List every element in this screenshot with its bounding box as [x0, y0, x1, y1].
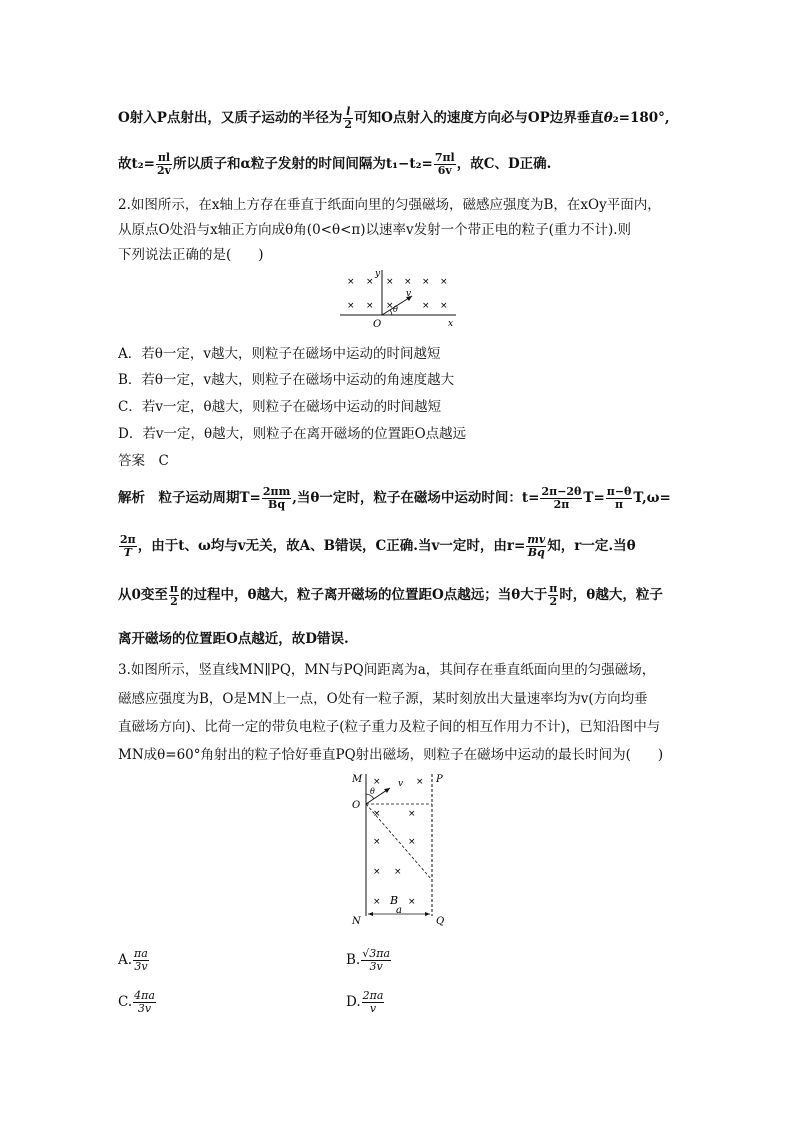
- label-v: v: [398, 779, 404, 789]
- x-label: x: [448, 319, 454, 329]
- cross-mark: ×: [386, 301, 394, 311]
- q2-stem-line2: 从原点O处沿与x轴正方向成θ角(0<θ<π)以速率v发射一个带正电的粒子(重力不计).则: [118, 222, 632, 238]
- cross-mark: ×: [373, 777, 381, 787]
- fraction: $\frac{\pi}{2}$: [549, 582, 558, 608]
- theta-label: θ: [393, 305, 398, 314]
- cross-mark: ×: [373, 897, 381, 907]
- fraction: $\frac{2\pi}{T}$: [120, 533, 136, 559]
- q2-option-b: B．若θ一定，v越大，则粒子在磁场中运动的角速度越大: [118, 372, 455, 388]
- distance-arrowhead-right: [425, 912, 430, 916]
- fraction: $\frac{√3\pi a}{3v}$: [362, 947, 391, 973]
- fraction: $\frac{2\pi a}{v}$: [362, 989, 384, 1015]
- q2-analysis-line1: 解析 粒子运动周期T= $\frac{2\pi m}{Bq}$ ,当θ一定时，粒子在磁场中运动时间：t= $\frac{2\pi-2\theta}{2\pi}$ T= $\frac{\pi-\theta}{\pi}$ T,ω=: [118, 485, 671, 511]
- q2-answer: 答案 C: [118, 453, 169, 469]
- fraction: $\frac{\pi l}{2v}$: [156, 151, 172, 177]
- q2-stem-line3: 下列说法正确的是( ): [118, 247, 264, 263]
- cross-mark: ×: [404, 277, 412, 287]
- cross-mark: ×: [347, 277, 355, 287]
- distance-arrowhead-left: [368, 912, 373, 916]
- cross-mark: ×: [422, 301, 430, 311]
- para1-line2: 故t₂= $\frac{\pi l}{2v}$ 所以质子和α粒子发射的时间间隔为t₁−t₂= $\frac{7\pi l}{6v}$ ，故C、D正确.: [118, 151, 552, 177]
- cross-mark: ×: [394, 867, 402, 877]
- label-theta: θ: [370, 787, 375, 796]
- cross-mark: ×: [440, 277, 448, 287]
- q2-analysis-line4: 离开磁场的位置距O点越近，故D错误.: [118, 631, 349, 647]
- cross-mark: ×: [440, 301, 448, 311]
- q3-figure: [340, 770, 450, 928]
- fraction: $\frac{\pi-\theta}{\pi}$: [606, 485, 632, 511]
- cross-mark: ×: [373, 837, 381, 847]
- fraction: $\frac{2\pi m}{Bq}$: [262, 485, 291, 511]
- q3-option-b: B. $\frac{√3\pi a}{3v}$: [346, 947, 391, 973]
- q2-figure: [338, 266, 460, 330]
- fraction: $\frac{2\pi-2\theta}{2\pi}$: [541, 485, 582, 511]
- velocity-arrowhead: [384, 788, 390, 793]
- q3-stem-line4: MN成θ=60°角射出的粒子恰好垂直PQ射出磁场，则粒子在磁场中运动的最长时间为( ): [118, 747, 664, 763]
- cross-mark: ×: [408, 897, 416, 907]
- q3-stem-line2: 磁感应强度为B，O是MN上一点，O处有一粒子源，某时刻放出大量速率均为v(方向均垂: [118, 691, 648, 707]
- label-m: M: [352, 774, 363, 785]
- q2-option-d: D．若v一定，θ越大，则粒子在离开磁场的位置距O点越远: [118, 426, 467, 442]
- label-o: O: [352, 800, 361, 811]
- cross-mark: ×: [408, 809, 416, 819]
- fraction: $\frac{\pi}{2}$: [169, 582, 178, 608]
- cross-mark: ×: [386, 277, 394, 287]
- v-label: v: [406, 289, 412, 299]
- q2-option-c: C．若v一定，θ越大，则粒子在磁场中运动的时间越短: [118, 399, 442, 415]
- label-q: Q: [436, 916, 445, 927]
- y-label: y: [375, 269, 381, 279]
- q3-option-c: C. $\frac{4\pi a}{3v}$: [118, 989, 155, 1015]
- label-b: B: [390, 894, 399, 907]
- q2-analysis-line2: $\frac{2\pi}{T}$ ，由于t、ω均与v无关，故A、B错误，C正确.当v一定时，由r= $\frac{mv}{Bq}$ 知，r一定.当θ: [120, 533, 636, 559]
- q3-option-a: A. $\frac{\pi a}{3v}$: [118, 947, 148, 973]
- cross-mark: ×: [373, 809, 381, 819]
- fraction: $\frac{\pi a}{3v}$: [134, 947, 148, 973]
- label-a: a: [396, 905, 402, 916]
- origin-label: O: [373, 319, 382, 330]
- cross-mark: ×: [373, 867, 381, 877]
- fraction: $\frac{l}{2}$: [344, 105, 353, 131]
- cross-mark: ×: [416, 777, 424, 787]
- fraction: $\frac{4\pi a}{3v}$: [134, 989, 155, 1015]
- cross-mark: ×: [422, 277, 430, 287]
- fraction: $\frac{mv}{Bq}$: [527, 533, 546, 559]
- cross-mark: ×: [366, 301, 374, 311]
- label-p: P: [436, 774, 443, 785]
- cross-mark: ×: [366, 277, 374, 287]
- para1-line1: O射入P点射出，又质子运动的半径为 $\frac{l}{2}$ 可知O点射入的速度方向必与OP边界垂直θ₂=180°,: [118, 105, 670, 131]
- q3-option-d: D. $\frac{2\pi a}{v}$: [346, 989, 384, 1015]
- q2-stem-line1: 2.如图所示，在x轴上方存在垂直于纸面向里的匀强磁场，磁感应强度为B，在xOy平面内，: [118, 197, 661, 213]
- q2-analysis-line3: 从0变至 $\frac{\pi}{2}$ 的过程中，θ越大，粒子离开磁场的位置距O点越远；当θ大于 $\frac{\pi}{2}$ 时，θ越大，粒子: [118, 582, 663, 608]
- q2-option-a: A．若θ一定，v越大，则粒子在磁场中运动的时间越短: [118, 346, 441, 362]
- label-n: N: [352, 916, 361, 927]
- q3-stem-line1: 3.如图所示，竖直线MN∥PQ，MN与PQ间距离为a，其间存在垂直纸面向里的匀强磁场，: [118, 662, 656, 678]
- cross-mark: ×: [408, 837, 416, 847]
- cross-mark: ×: [347, 301, 355, 311]
- q3-stem-line3: 直磁场方向)、比荷一定的带负电粒子(粒子重力及粒子间的相互作用力不计)，已知沿图中与: [118, 719, 661, 735]
- fraction: $\frac{7\pi l}{6v}$: [434, 151, 455, 177]
